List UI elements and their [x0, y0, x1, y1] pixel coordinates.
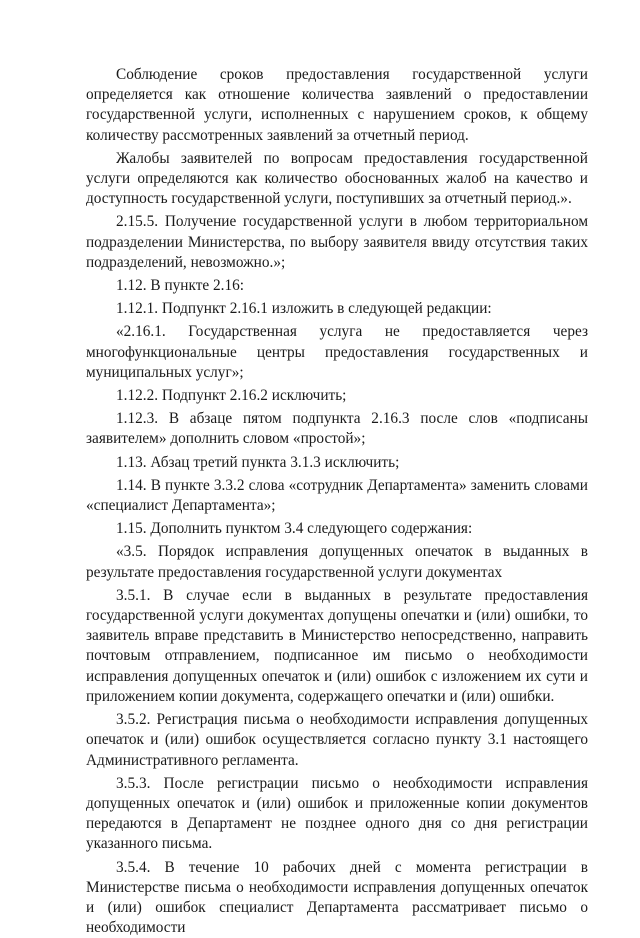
paragraph-3-5: «3.5. Порядок исправления допущенных опечаток в выданных в результате предоставления государственной услуги документах [86, 543, 588, 581]
paragraph-1-14: 1.14. В пункте 3.3.2 слова «сотрудник Департамента» заменить словами «специалист Департамента»; [86, 476, 588, 515]
paragraph-3-5-2: 3.5.2. Регистрация письма о необходимости исправления допущенных опечаток и (или) ошибок осуществляется согласно пункту 3.1 настоящего Административного регламента. [86, 711, 588, 769]
paragraph-1-12-2: 1.12.2. Подпункт 2.16.2 исключить; [116, 387, 347, 405]
paragraph-1-13: 1.13. Абзац третий пункта 3.1.3 исключить; [116, 453, 400, 471]
paragraph-2-15-5: 2.15.5. Получение государственной услуги в любом территориальном подразделении Министерства, по выбору заявителя ввиду отсутствия таких подразделений, невозможно.»; [86, 213, 588, 271]
paragraph-3-5-4: 3.5.4. В течение 10 рабочих дней с момента регистрации в Министерстве письма о необходимости исправления допущенных опечаток и (или) ошибок специалист Департамента рассматривает письмо о необходимости [86, 858, 588, 937]
paragraph-compliance-deadlines: Соблюдение сроков предоставления государственной услуги определяется как отношение количества заявлений о предоставлении государственной услуги, исполненных с нарушением сроков, к общему количеству рассмотренных заявлений за отчетный период. [86, 66, 588, 144]
paragraph-1-12-1: 1.12.1. Подпункт 2.16.1 изложить в следующей редакции: [116, 300, 492, 318]
paragraph-3-5-3: 3.5.3. После регистрации письмо о необходимости исправления допущенных опечаток и (или) ошибок и приложенные копии документов передаются в Департамент не позднее одного дня со дня регистрации указанного письма. [86, 774, 588, 853]
paragraph-2-16-1: «2.16.1. Государственная услуга не предоставляется через многофункциональные центры предоставления государственных и муниципальных услуг»; [86, 323, 588, 381]
document-page [86, 65, 588, 938]
paragraph-1-12-3: 1.12.3. В абзаце пятом подпункта 2.16.3 после слов «подписаны заявителем» дополнить словом «простой»; [86, 410, 588, 448]
paragraph-complaints: Жалобы заявителей по вопросам предоставления государственной услуги определяются как количество обоснованных жалоб на качество и доступность государственной услуги, поступивших за отчетный период.». [86, 149, 588, 208]
paragraph-1-12: 1.12. В пункте 2.16: [116, 277, 245, 295]
paragraph-1-15: 1.15. Дополнить пунктом 3.4 следующего содержания: [116, 520, 473, 538]
paragraph-3-5-1: 3.5.1. В случае если в выданных в результате предоставления государственной услуги документах допущены опечатки и (или) ошибки, то заявитель вправе представить в Министерство непосредственно, направить почтовым отправлением, подписанное им письмо о необходимости исправления допущенных опечаток и (или) ошибок с изложением их сути и приложением копии документа, содержащего опечатки и (или) ошибки. [86, 586, 588, 705]
